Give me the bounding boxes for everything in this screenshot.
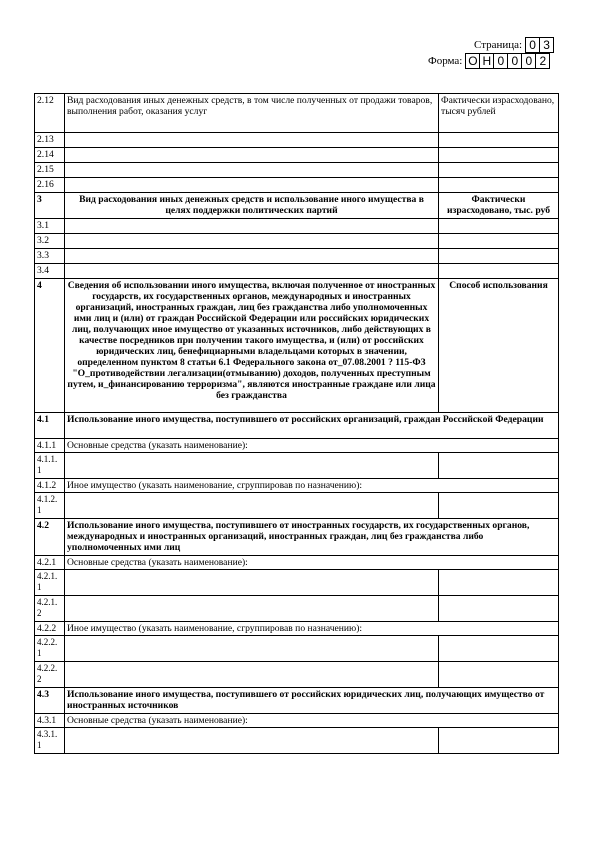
value-cell[interactable] — [439, 662, 559, 688]
table-row — [35, 570, 559, 596]
subsection-title: Использование иного имущества, поступившего от российских юридических лиц, получающих имущество от иностранных источников — [65, 688, 559, 714]
table-row — [35, 219, 559, 234]
row-number: 3.1 — [35, 219, 65, 234]
row-number: 4.2.2. 2 — [35, 662, 65, 688]
row-description-cell[interactable] — [65, 636, 439, 662]
row-description-cell[interactable] — [65, 249, 439, 264]
section-header-row — [35, 193, 559, 219]
table-row — [35, 728, 559, 754]
row-description: Иное имущество (указать наименование, сгруппировав по назначению): — [65, 479, 559, 493]
row-number: 3.2 — [35, 234, 65, 249]
row-description-cell[interactable] — [65, 728, 439, 754]
section-title: Сведения об использовании иного имущества, включая полученное от иностранных государств, их государственных органов, международных и иностранных организаций, иностранных граждан, лиц без гражданства либо уполномоченных ими лиц и (или) от граждан Российской Федерации или российских юридических лиц, получающих иное имущество от указанных источников, либо действующих в качестве посредников при получении такого имущества, и (или) от российских юридических лиц, бенефициарными владельцами которых в значении, определенном пунктом 8 статьи 6.1 Федерального закона от_07.08.2001 ? 115-ФЗ "О_противодействии легализации(отмыванию) доходов, полученных преступным путем, и_финансированию терроризма", являются иностранные граждане или лица без гражданства — [65, 279, 439, 413]
value-column-header: Фактически израсходовано, тысяч рублей — [439, 94, 559, 133]
subsection-number: 4.3 — [35, 688, 65, 714]
row-number: 2.13 — [35, 133, 65, 148]
row-description-cell[interactable] — [65, 163, 439, 178]
row-description: Основные средства (указать наименование): — [65, 556, 559, 570]
subsection-number: 4.1 — [35, 413, 65, 439]
row-number: 4.2.2. 1 — [35, 636, 65, 662]
table-row — [35, 249, 559, 264]
row-description: Иное имущество (указать наименование, сгруппировав по назначению): — [65, 622, 559, 636]
form-digit: О — [468, 54, 478, 68]
table-row — [35, 178, 559, 193]
section-number: 3 — [35, 193, 65, 219]
page-label: Страница: — [474, 38, 523, 51]
form-code-boxes — [465, 53, 550, 69]
row-number: 2.15 — [35, 163, 65, 178]
value-column-header: Фактически израсходовано, тыс. руб — [439, 193, 559, 219]
subsection-header-row — [35, 413, 559, 439]
table-row — [35, 439, 559, 453]
row-description: Основные средства (указать наименование): — [65, 714, 559, 728]
row-number: 4.1.1. 1 — [35, 453, 65, 479]
value-cell[interactable] — [439, 219, 559, 234]
row-description: Основные средства (указать наименование): — [65, 439, 559, 453]
row-number: 4.1.1 — [35, 439, 65, 453]
row-number: 3.4 — [35, 264, 65, 279]
value-cell[interactable] — [439, 178, 559, 193]
value-cell[interactable] — [439, 163, 559, 178]
value-cell[interactable] — [439, 493, 559, 519]
row-number: 2.12 — [35, 94, 65, 133]
form-label: Форма: — [428, 54, 463, 67]
subsection-title: Использование иного имущества, поступившего от иностранных государств, их государственных органов, международных и иностранных организаций, иностранных граждан, лиц без гражданства либо уполномоченных ими лиц — [65, 519, 559, 556]
section-header-row — [35, 279, 559, 413]
row-description-cell[interactable] — [65, 596, 439, 622]
form-digit: Н — [479, 54, 493, 68]
report-form-table — [34, 93, 559, 754]
value-cell[interactable] — [439, 264, 559, 279]
value-cell[interactable] — [439, 570, 559, 596]
table-row — [35, 479, 559, 493]
row-number: 2.14 — [35, 148, 65, 163]
row-description-cell[interactable] — [65, 178, 439, 193]
value-cell[interactable] — [439, 596, 559, 622]
row-number: 3.3 — [35, 249, 65, 264]
row-description-cell[interactable] — [65, 493, 439, 519]
value-column-header: Способ использования — [439, 279, 559, 413]
subsection-title: Использование иного имущества, поступившего от российских организаций, граждан Российской Федерации — [65, 413, 559, 439]
value-cell[interactable] — [439, 133, 559, 148]
row-description-cell[interactable] — [65, 453, 439, 479]
page-number-boxes — [525, 37, 554, 53]
table-row — [35, 94, 559, 133]
subsection-number: 4.2 — [35, 519, 65, 556]
form-digit: 2 — [535, 54, 549, 68]
row-number: 4.1.2. 1 — [35, 493, 65, 519]
section-number: 4 — [35, 279, 65, 413]
page-digit: 0 — [529, 38, 536, 52]
page-number-row — [474, 37, 554, 53]
value-cell[interactable] — [439, 728, 559, 754]
table-row — [35, 453, 559, 479]
table-row — [35, 493, 559, 519]
row-number: 4.3.1 — [35, 714, 65, 728]
form-digit: 0 — [493, 54, 507, 68]
row-description: Вид расходования иных денежных средств, в том числе полученных от продажи товаров, выполнения работ, оказания услуг — [65, 94, 439, 133]
subsection-header-row — [35, 688, 559, 714]
subsection-header-row — [35, 519, 559, 556]
value-cell[interactable] — [439, 636, 559, 662]
value-cell[interactable] — [439, 249, 559, 264]
table-row — [35, 133, 559, 148]
table-row — [35, 596, 559, 622]
row-number: 4.2.1 — [35, 556, 65, 570]
form-digit: 0 — [521, 54, 535, 68]
form-digit: 0 — [507, 54, 521, 68]
row-description-cell[interactable] — [65, 219, 439, 234]
row-number: 4.2.1. 2 — [35, 596, 65, 622]
row-description-cell[interactable] — [65, 133, 439, 148]
table-row — [35, 148, 559, 163]
section-title: Вид расходования иных денежных средств и использование иного имущества в целях поддержки политических партий — [65, 193, 439, 219]
row-number: 2.16 — [35, 178, 65, 193]
table-row — [35, 264, 559, 279]
table-row — [35, 714, 559, 728]
value-cell[interactable] — [439, 234, 559, 249]
form-code-row — [428, 53, 550, 69]
value-cell[interactable] — [439, 148, 559, 163]
value-cell[interactable] — [439, 453, 559, 479]
row-description-cell[interactable] — [65, 148, 439, 163]
row-number: 4.3.1. 1 — [35, 728, 65, 754]
table-row — [35, 622, 559, 636]
table-row — [35, 556, 559, 570]
row-number: 4.2.1. 1 — [35, 570, 65, 596]
row-number: 4.1.2 — [35, 479, 65, 493]
page-digit: 3 — [539, 38, 553, 52]
row-number: 4.2.2 — [35, 622, 65, 636]
row-description-cell[interactable] — [65, 264, 439, 279]
table-row — [35, 636, 559, 662]
row-description-cell[interactable] — [65, 570, 439, 596]
row-description-cell[interactable] — [65, 234, 439, 249]
table-row — [35, 662, 559, 688]
table-row — [35, 163, 559, 178]
table-row — [35, 234, 559, 249]
row-description-cell[interactable] — [65, 662, 439, 688]
